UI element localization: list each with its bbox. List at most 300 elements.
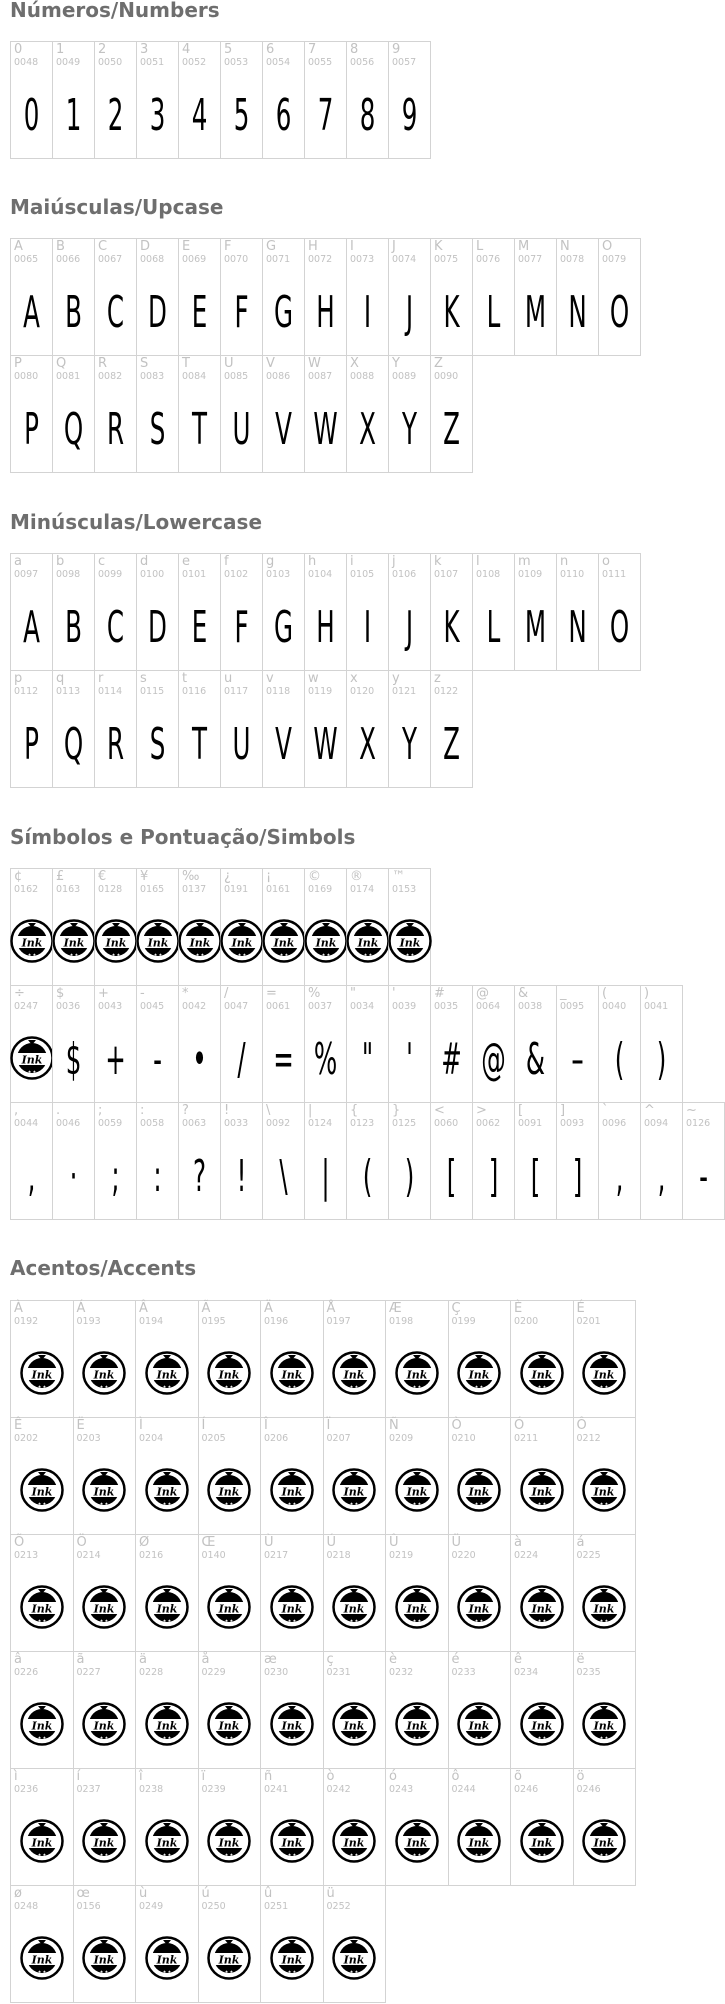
- glyph-char-label: ù: [139, 1886, 148, 1901]
- svg-text:Ink: Ink: [593, 1485, 615, 1499]
- glyph-code-label: 0231: [326, 1667, 351, 1678]
- glyph-char-label: À: [14, 1301, 23, 1316]
- svg-text:Ink: Ink: [343, 1953, 365, 1967]
- glyph-cell: [323, 1300, 387, 1418]
- glyph-cell: [198, 1885, 262, 2003]
- ink-badge-icon: [332, 1351, 376, 1395]
- glyph-char-label: ô: [451, 1769, 460, 1784]
- glyph-code-label: 0239: [201, 1784, 226, 1795]
- glyph-code-label: 0218: [326, 1550, 351, 1561]
- glyph-cell: [136, 670, 179, 788]
- svg-text:Ink: Ink: [281, 1719, 303, 1733]
- glyph-char-label: ¿: [224, 869, 231, 884]
- glyph-cell: [220, 41, 263, 159]
- glyph-char-label: à: [514, 1535, 522, 1550]
- glyph-cell: [385, 1534, 449, 1652]
- glyph-char-label: !: [224, 1103, 230, 1118]
- glyph-char-label: Ï: [326, 1418, 331, 1433]
- glyph-code-label: 0122: [434, 686, 459, 697]
- svg-text:Ink: Ink: [343, 1368, 365, 1382]
- svg-text:★ ★: ★ ★: [37, 1969, 46, 1974]
- svg-text:Ink: Ink: [531, 1719, 553, 1733]
- glyph-code-label: 0229: [201, 1667, 226, 1678]
- glyph-cell: [136, 355, 179, 473]
- glyph-char-label: È: [514, 1301, 523, 1316]
- svg-text:★ ★: ★ ★: [225, 1618, 234, 1623]
- ink-badge-icon: [136, 919, 180, 963]
- glyph-code-label: 0117: [224, 686, 249, 697]
- glyph-sample: Y: [402, 403, 417, 455]
- glyph-code-label: 0216: [139, 1550, 164, 1561]
- glyph-cell: [510, 1417, 574, 1535]
- glyph-sample: S: [149, 403, 166, 455]
- glyph-cell: [385, 1651, 449, 1769]
- glyph-code-label: 0041: [644, 1001, 669, 1012]
- glyph-char-label: ¥: [140, 869, 149, 884]
- ink-badge-icon: [145, 1702, 189, 1746]
- glyph-code-label: 0056: [350, 57, 375, 68]
- glyph-char-label: 1: [56, 42, 65, 57]
- glyph-cell: [220, 868, 263, 986]
- ink-badge-icon: [82, 1585, 126, 1629]
- glyph-char-label: ‰: [182, 869, 200, 884]
- glyph-cell: [178, 1102, 221, 1220]
- svg-text:Ink: Ink: [281, 1602, 303, 1616]
- svg-text:Ink: Ink: [231, 936, 252, 950]
- glyph-cell: [640, 1102, 683, 1220]
- glyph-cell: [430, 553, 473, 671]
- glyph-char-label: œ: [76, 1886, 90, 1901]
- svg-text:Ink: Ink: [218, 1719, 240, 1733]
- svg-text:★ ★: ★ ★: [475, 1618, 484, 1623]
- glyph-code-label: 0191: [224, 884, 249, 895]
- glyph-code-label: 0238: [139, 1784, 164, 1795]
- svg-text:Ink: Ink: [156, 1485, 178, 1499]
- glyph-code-label: 0046: [56, 1118, 81, 1129]
- svg-text:★ ★: ★ ★: [195, 952, 204, 957]
- glyph-code-label: 0243: [389, 1784, 414, 1795]
- glyph-char-label: Q: [56, 356, 67, 371]
- glyph-cell: [73, 1651, 137, 1769]
- glyph-cell: [135, 1417, 199, 1535]
- glyph-cell: [510, 1768, 574, 1886]
- glyph-cell: [556, 553, 599, 671]
- glyph-char-label: ÷: [14, 986, 25, 1001]
- glyph-char-label: Z: [434, 356, 443, 371]
- glyph-char-label: Ü: [451, 1535, 462, 1550]
- glyph-cell: [682, 1102, 725, 1220]
- glyph-code-label: 0095: [560, 1001, 585, 1012]
- glyph-cell: [262, 553, 305, 671]
- glyph-code-label: 0161: [266, 884, 291, 895]
- ink-badge-icon: [52, 919, 96, 963]
- glyph-cell: [448, 1651, 512, 1769]
- glyph-char-label: Á: [76, 1301, 86, 1316]
- glyph-code-label: 0125: [392, 1118, 417, 1129]
- glyph-char-label: ]: [560, 1103, 566, 1118]
- svg-text:★ ★: ★ ★: [100, 1735, 109, 1740]
- glyph-char-label: -: [140, 986, 145, 1001]
- glyph-code-label: 0124: [308, 1118, 333, 1129]
- glyph-char-label: Y: [392, 356, 400, 371]
- ink-badge-icon: [332, 1702, 376, 1746]
- glyph-char-label: 7: [308, 42, 317, 57]
- glyph-code-label: 0250: [201, 1901, 226, 1912]
- ink-badge-icon: [388, 919, 432, 963]
- svg-text:★ ★: ★ ★: [100, 1618, 109, 1623]
- glyph-char-label: /: [224, 986, 229, 1001]
- glyph-sample: R: [106, 403, 125, 455]
- ink-badge-icon: [10, 1036, 54, 1080]
- glyph-sample: L: [486, 601, 501, 653]
- ink-badge-icon: [82, 1351, 126, 1395]
- glyph-sample: ": [361, 1033, 374, 1085]
- glyph-cell: [346, 1102, 389, 1220]
- glyph-cell: [510, 1534, 574, 1652]
- glyph-code-label: 0121: [392, 686, 417, 697]
- glyph-code-label: 0126: [686, 1118, 711, 1129]
- svg-text:★ ★: ★ ★: [279, 952, 288, 957]
- glyph-cell: [10, 868, 53, 986]
- svg-text:★ ★: ★ ★: [350, 1969, 359, 1974]
- ink-badge-icon: [332, 1936, 376, 1980]
- ink-badge-icon: [395, 1702, 439, 1746]
- svg-text:★ ★: ★ ★: [287, 1969, 296, 1974]
- glyph-char-label: Û: [389, 1535, 399, 1550]
- glyph-sample: G: [273, 286, 294, 338]
- glyph-sample: -: [699, 1150, 708, 1202]
- glyph-cell: [598, 553, 641, 671]
- glyph-code-label: 0047: [224, 1001, 249, 1012]
- glyph-char-label: ï: [201, 1769, 206, 1784]
- glyph-cell: [52, 1102, 95, 1220]
- glyph-cell: [323, 1534, 387, 1652]
- glyph-char-label: Ó: [514, 1418, 525, 1433]
- glyph-cell: [198, 1300, 262, 1418]
- glyph-sample: (: [614, 1033, 625, 1085]
- glyph-code-label: 0043: [98, 1001, 123, 1012]
- glyph-sample: +: [105, 1033, 126, 1085]
- svg-text:★ ★: ★ ★: [475, 1384, 484, 1389]
- glyph-cell: [323, 1417, 387, 1535]
- glyph-char-label: K: [434, 239, 443, 254]
- svg-text:Ink: Ink: [399, 936, 420, 950]
- glyph-code-label: 0033: [224, 1118, 249, 1129]
- glyph-sample: 0: [23, 89, 40, 141]
- glyph-code-label: 0037: [308, 1001, 333, 1012]
- svg-text:Ink: Ink: [593, 1836, 615, 1850]
- glyph-cell: [52, 985, 95, 1103]
- glyph-code-label: 0202: [14, 1433, 39, 1444]
- glyph-code-label: 0088: [350, 371, 375, 382]
- glyph-cell: [73, 1885, 137, 2003]
- glyph-char-label: Ê: [14, 1418, 23, 1433]
- glyph-code-label: 0241: [264, 1784, 289, 1795]
- glyph-code-label: 0217: [264, 1550, 289, 1561]
- glyph-cell: [262, 868, 305, 986]
- glyph-cell: [304, 553, 347, 671]
- glyph-char-label: ^: [644, 1103, 655, 1118]
- glyph-sample: 7: [317, 89, 334, 141]
- glyph-sample: D: [148, 601, 167, 653]
- svg-text:★ ★: ★ ★: [537, 1735, 546, 1740]
- svg-text:Ink: Ink: [218, 1485, 240, 1499]
- glyph-code-label: 0078: [560, 254, 585, 265]
- glyph-char-label: ™: [392, 869, 405, 884]
- glyph-cell: [346, 355, 389, 473]
- ink-badge-icon: [82, 1702, 126, 1746]
- svg-text:Ink: Ink: [31, 1368, 53, 1382]
- ink-badge-icon: [270, 1936, 314, 1980]
- glyph-char-label: b: [56, 554, 65, 569]
- glyph-char-label: z: [434, 671, 441, 686]
- glyph-char-label: ã: [76, 1652, 85, 1667]
- glyph-cell: [304, 238, 347, 356]
- ink-badge-icon: [520, 1351, 564, 1395]
- glyph-sample: H: [316, 601, 335, 653]
- glyph-code-label: 0072: [308, 254, 333, 265]
- glyph-code-label: 0073: [350, 254, 375, 265]
- glyph-code-label: 0036: [56, 1001, 81, 1012]
- glyph-cell: [52, 41, 95, 159]
- ink-badge-icon: [220, 919, 264, 963]
- ink-badge-icon: [82, 1936, 126, 1980]
- glyph-sample: T: [192, 718, 207, 770]
- svg-text:★ ★: ★ ★: [600, 1735, 609, 1740]
- glyph-sample: W: [313, 718, 338, 770]
- glyph-code-label: 0071: [266, 254, 291, 265]
- glyph-char-label: Â: [139, 1301, 148, 1316]
- glyph-char-label: D: [140, 239, 151, 254]
- glyph-sample: ·: [69, 1150, 78, 1202]
- glyph-char-label: v: [266, 671, 274, 686]
- glyph-char-label: x: [350, 671, 358, 686]
- glyph-cell: [178, 670, 221, 788]
- svg-text:★ ★: ★ ★: [475, 1501, 484, 1506]
- glyph-code-label: 0038: [518, 1001, 543, 1012]
- glyph-char-label: [: [518, 1103, 524, 1118]
- svg-text:★ ★: ★ ★: [237, 952, 246, 957]
- glyph-cell: [135, 1651, 199, 1769]
- glyph-sample: 1: [65, 89, 82, 141]
- glyph-code-label: 0055: [308, 57, 333, 68]
- section-title-symbols: Símbolos e Pontuação/Simbols: [10, 825, 356, 849]
- glyph-sample: Z: [443, 403, 460, 455]
- ink-badge-icon: [520, 1585, 564, 1629]
- ink-badge-icon: [207, 1936, 251, 1980]
- svg-text:★ ★: ★ ★: [37, 1618, 46, 1623]
- glyph-code-label: 0087: [308, 371, 333, 382]
- svg-text:★ ★: ★ ★: [350, 1852, 359, 1857]
- svg-text:★ ★: ★ ★: [537, 1618, 546, 1623]
- glyph-code-label: 0068: [140, 254, 165, 265]
- svg-text:Ink: Ink: [531, 1368, 553, 1382]
- glyph-cell: [136, 985, 179, 1103]
- glyph-sample: ;: [111, 1150, 120, 1202]
- glyph-code-label: 0062: [476, 1118, 501, 1129]
- glyph-char-label: 0: [14, 42, 23, 57]
- glyph-code-label: 0162: [14, 884, 39, 895]
- glyph-code-label: 0156: [76, 1901, 101, 1912]
- glyph-char-label: Ë: [76, 1418, 85, 1433]
- glyph-char-label: ø: [14, 1886, 22, 1901]
- glyph-code-label: 0193: [76, 1316, 101, 1327]
- svg-text:Ink: Ink: [31, 1836, 53, 1850]
- svg-text:★ ★: ★ ★: [225, 1501, 234, 1506]
- glyph-char-label: %: [308, 986, 321, 1001]
- svg-text:★ ★: ★ ★: [225, 1735, 234, 1740]
- glyph-code-label: 0195: [201, 1316, 226, 1327]
- ink-badge-icon: [395, 1819, 439, 1863]
- glyph-code-label: 0085: [224, 371, 249, 382]
- ink-badge-icon: [145, 1351, 189, 1395]
- glyph-cell: [94, 670, 137, 788]
- ink-badge-icon: [207, 1702, 251, 1746]
- glyph-char-label: l: [476, 554, 480, 569]
- glyph-cell: [73, 1300, 137, 1418]
- glyph-code-label: 0123: [350, 1118, 375, 1129]
- glyph-char-label: |: [308, 1103, 313, 1118]
- glyph-sample: L: [486, 286, 501, 338]
- glyph-char-label: y: [392, 671, 400, 686]
- glyph-cell: [136, 868, 179, 986]
- svg-text:Ink: Ink: [93, 1602, 115, 1616]
- glyph-char-label: ê: [514, 1652, 522, 1667]
- svg-text:Ink: Ink: [531, 1836, 553, 1850]
- glyph-cell: [198, 1534, 262, 1652]
- ink-badge-icon: [582, 1819, 626, 1863]
- glyph-sample: ,: [615, 1150, 624, 1202]
- svg-text:Ink: Ink: [531, 1485, 553, 1499]
- glyph-char-label: í: [76, 1769, 81, 1784]
- svg-text:★ ★: ★ ★: [600, 1501, 609, 1506]
- section-title-accents: Acentos/Accents: [10, 1256, 197, 1280]
- glyph-code-label: 0165: [140, 884, 165, 895]
- glyph-char-label: Œ: [201, 1535, 216, 1550]
- glyph-cell: [136, 41, 179, 159]
- glyph-code-label: 0044: [14, 1118, 39, 1129]
- svg-text:Ink: Ink: [281, 1485, 303, 1499]
- glyph-char-label: ó: [389, 1769, 397, 1784]
- glyph-cell: [198, 1417, 262, 1535]
- svg-text:Ink: Ink: [468, 1602, 490, 1616]
- glyph-sample: F: [234, 286, 249, 338]
- glyph-char-label: Ò: [451, 1418, 462, 1433]
- glyph-cell: [304, 868, 347, 986]
- glyph-cell: [262, 670, 305, 788]
- svg-text:★ ★: ★ ★: [350, 1618, 359, 1623]
- glyph-char-label: j: [392, 554, 396, 569]
- glyph-cell: [556, 985, 599, 1103]
- glyph-char-label: R: [98, 356, 108, 371]
- ink-badge-icon: [520, 1468, 564, 1512]
- glyph-code-label: 0204: [139, 1433, 164, 1444]
- svg-text:★ ★: ★ ★: [600, 1852, 609, 1857]
- glyph-char-label: o: [602, 554, 610, 569]
- glyph-sample: |: [321, 1150, 330, 1202]
- glyph-char-label: ä: [139, 1652, 147, 1667]
- glyph-cell: [136, 1102, 179, 1220]
- ink-badge-icon: [270, 1702, 314, 1746]
- glyph-cell: [198, 1768, 262, 1886]
- glyph-char-label: ": [350, 986, 356, 1001]
- svg-text:★ ★: ★ ★: [287, 1501, 296, 1506]
- ink-badge-icon: [457, 1819, 501, 1863]
- svg-text:Ink: Ink: [406, 1836, 428, 1850]
- glyph-cell: [385, 1768, 449, 1886]
- ink-badge-icon: [520, 1819, 564, 1863]
- svg-text:★ ★: ★ ★: [600, 1618, 609, 1623]
- glyph-char-label: O: [602, 239, 613, 254]
- glyph-char-label: P: [14, 356, 22, 371]
- glyph-char-label: `: [602, 1103, 609, 1118]
- glyph-cell: [573, 1417, 637, 1535]
- glyph-code-label: 0039: [392, 1001, 417, 1012]
- svg-text:Ink: Ink: [218, 1368, 240, 1382]
- ink-badge-icon: [582, 1585, 626, 1629]
- glyph-sample: H: [316, 286, 335, 338]
- glyph-char-label: 3: [140, 42, 149, 57]
- glyph-char-label: Í: [201, 1418, 206, 1433]
- glyph-char-label: =: [266, 986, 277, 1001]
- glyph-char-label: ~: [686, 1103, 697, 1118]
- glyph-code-label: 0230: [264, 1667, 289, 1678]
- glyph-code-label: 0082: [98, 371, 123, 382]
- svg-text:★ ★: ★ ★: [27, 1069, 36, 1074]
- glyph-code-label: 0140: [201, 1550, 226, 1561]
- glyph-char-label: G: [266, 239, 277, 254]
- glyph-char-label: ?: [182, 1103, 189, 1118]
- svg-text:★ ★: ★ ★: [100, 1501, 109, 1506]
- glyph-sample: P: [24, 403, 39, 455]
- glyph-cell: [304, 355, 347, 473]
- glyph-code-label: 0035: [434, 1001, 459, 1012]
- glyph-cell: [10, 1768, 74, 1886]
- glyph-code-label: 0034: [350, 1001, 375, 1012]
- glyph-cell: [573, 1651, 637, 1769]
- svg-text:★ ★: ★ ★: [111, 952, 120, 957]
- glyph-char-label: f: [224, 554, 229, 569]
- glyph-cell: [135, 1534, 199, 1652]
- glyph-char-label: r: [98, 671, 104, 686]
- glyph-cell: [514, 985, 557, 1103]
- glyph-code-label: 0097: [14, 569, 39, 580]
- svg-text:★ ★: ★ ★: [350, 1735, 359, 1740]
- glyph-char-label: 5: [224, 42, 233, 57]
- svg-text:★ ★: ★ ★: [475, 1852, 484, 1857]
- glyph-code-label: 0059: [98, 1118, 123, 1129]
- glyph-cell: [262, 985, 305, 1103]
- glyph-char-label: k: [434, 554, 442, 569]
- ink-badge-icon: [20, 1819, 64, 1863]
- glyph-code-label: 0067: [98, 254, 123, 265]
- svg-text:Ink: Ink: [468, 1836, 490, 1850]
- glyph-cell: [346, 868, 389, 986]
- svg-text:★ ★: ★ ★: [363, 952, 372, 957]
- glyph-char-label: ë: [576, 1652, 585, 1667]
- glyph-char-label: @: [476, 986, 489, 1001]
- glyph-cell: [346, 41, 389, 159]
- svg-text:★ ★: ★ ★: [162, 1618, 171, 1623]
- svg-text:★ ★: ★ ★: [412, 1735, 421, 1740]
- svg-text:★ ★: ★ ★: [412, 1384, 421, 1389]
- svg-text:★ ★: ★ ★: [287, 1852, 296, 1857]
- glyph-code-label: 0089: [392, 371, 417, 382]
- svg-text:Ink: Ink: [281, 1836, 303, 1850]
- glyph-sample: V: [275, 403, 292, 455]
- glyph-sample: F: [234, 601, 249, 653]
- glyph-code-label: 0116: [182, 686, 207, 697]
